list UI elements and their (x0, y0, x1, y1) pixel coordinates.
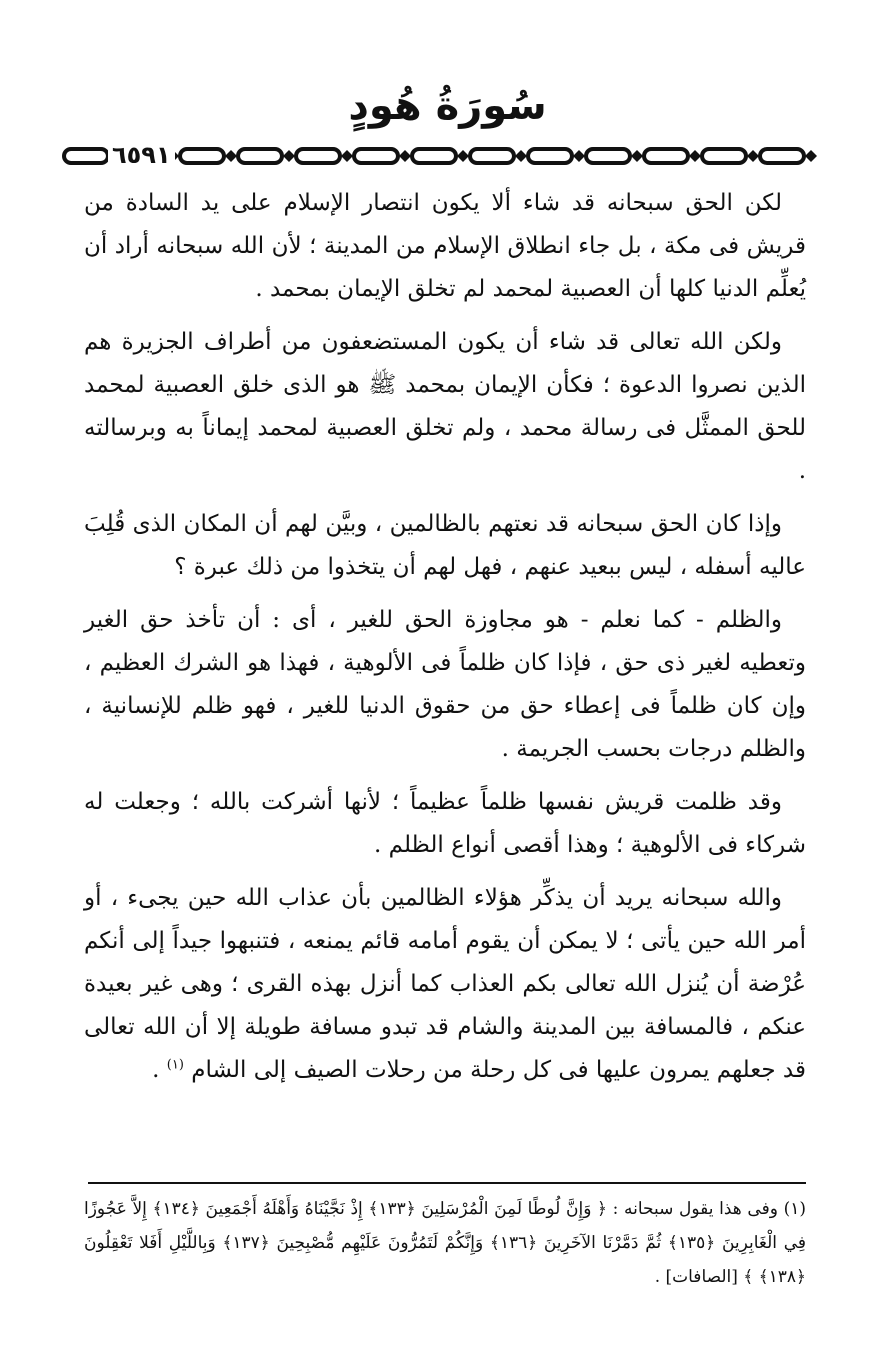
paragraph-4: والظلم - كما نعلم - هو مجاوزة الحق للغير ، أى : أن تأخذ حق الغير وتعطيه لغير ذى حق ، فإذا كان ظلماً فى الألوهية ، فهذا هو الشرك العظيم ، وإن كان ظلماً فى إعطاء حق من حقوق الدنيا للغير ، فهو ظلم للإنسانية ، والظلم درجات بحسب الجريمة . (84, 607, 806, 762)
paragraph-6-end: . (152, 1057, 167, 1083)
paragraph-5: وقد ظلمت قريش نفسها ظلماً عظيماً ؛ لأنها أشركت بالله ؛ وجعلت له شركاء فى الألوهية ؛ وهذا أقصى أنواع الظلم . (84, 789, 806, 858)
ornament-link (470, 149, 514, 163)
footnote-divider (88, 1182, 806, 1184)
ornament-diamond (573, 150, 585, 162)
ornament-link (238, 149, 282, 163)
ornament-link (644, 149, 688, 163)
ornament-diamond (747, 150, 759, 162)
ornament-link (760, 149, 804, 163)
ornament-chain-icon (62, 142, 832, 170)
ornament-link (64, 149, 108, 163)
page-number: ٦٥٩١ (108, 138, 175, 172)
paragraph-6-text: والله سبحانه يريد أن يذكِّر هؤلاء الظالمين بأن عذاب الله حين يجىء ، أو أمر الله حين يأتى ؛ لا يمكن أن يقوم أمامه قائم يمنعه ، فتنبهوا جيداً إلى أنكم عُرْضة أن يُنزل الله تعالى بكم العذاب كما أنزل بهذه القرى ؛ وهى غير بعيدة عنكم ، فالمسافة بين المدينة والشام قد تبدو مسافة طويلة إلا أن الله تعالى قد جعلهم يمرون عليها فى كل رحلة من رحلات الصيف إلى الشام (84, 885, 807, 1083)
ornament-diamond (457, 150, 469, 162)
ornament-diamond (399, 150, 411, 162)
footnote: (١) وفى هذا يقول سبحانه : ﴿ وَإِنَّ لُوطًا لَمِنَ الْمُرْسَلِينَ ﴿١٣٣﴾ إِذْ نَجَّيْنَاهُ وَأَهْلَهُ أَجْمَعِينَ ﴿١٣٤﴾ إِلاَّ عَجُوزًا فِي الْغَابِرِينَ ﴿١٣٥﴾ ثُمَّ دَمَّرْنَا الآخَرِينَ ﴿١٣٦﴾ وَإِنَّكُمْ لَتَمُرُّونَ عَلَيْهِم مُّصْبِحِينَ ﴿١٣٧﴾ وَبِاللَّيْلِ أَفَلا تَعْقِلُونَ ﴿١٣٨﴾ ﴾ [الصافات] . (84, 1199, 806, 1287)
ornament-link (180, 149, 224, 163)
ornament-link (296, 149, 340, 163)
ornament-link (354, 149, 398, 163)
main-text (84, 182, 806, 1102)
ornamental-border (62, 142, 832, 170)
paragraph-6 (84, 877, 806, 1092)
footnote-marker: (١) (166, 1057, 184, 1073)
ornament-link (702, 149, 746, 163)
ornament-link (528, 149, 572, 163)
ornament-diamond (631, 150, 643, 162)
ornament-diamond (515, 150, 527, 162)
paragraph-2: ولكن الله تعالى قد شاء أن يكون المستضعفون من أطراف الجزيرة هم الذين نصروا الدعوة ؛ فكأن الإيمان بمحمد ﷺ هو الذى خلق العصبية لمحمد للحق الممثَّل فى رسالة محمد ، ولم تخلق العصبية لمحمد إيماناً به وبرسالته . (84, 329, 806, 484)
ornament-link (412, 149, 456, 163)
surah-title: سُورَةُ هُودٍ (348, 83, 547, 129)
ornament-diamond (689, 150, 701, 162)
ornament-diamond (805, 150, 817, 162)
paragraph-1: لكن الحق سبحانه قد شاء ألا يكون انتصار الإسلام على يد السادة من قريش فى مكة ، بل جاء انطلاق الإسلام من المدينة ؛ لأن الله سبحانه أراد أن يُعلِّم الدنيا كلها أن العصبية لمحمد لم تخلق الإيمان بمحمد . (84, 190, 806, 302)
ornament-diamond (341, 150, 353, 162)
paragraph-3: وإذا كان الحق سبحانه قد نعتهم بالظالمين ، وبيَّن لهم أن المكان الذى قُلِبَ عاليه أسفله ، ليس ببعيد عنهم ، فهل لهم أن يتخذوا من ذلك عبرة ؟ (84, 511, 806, 580)
ornament-diamond (225, 150, 237, 162)
ornament-diamond (283, 150, 295, 162)
ornament-link (586, 149, 630, 163)
